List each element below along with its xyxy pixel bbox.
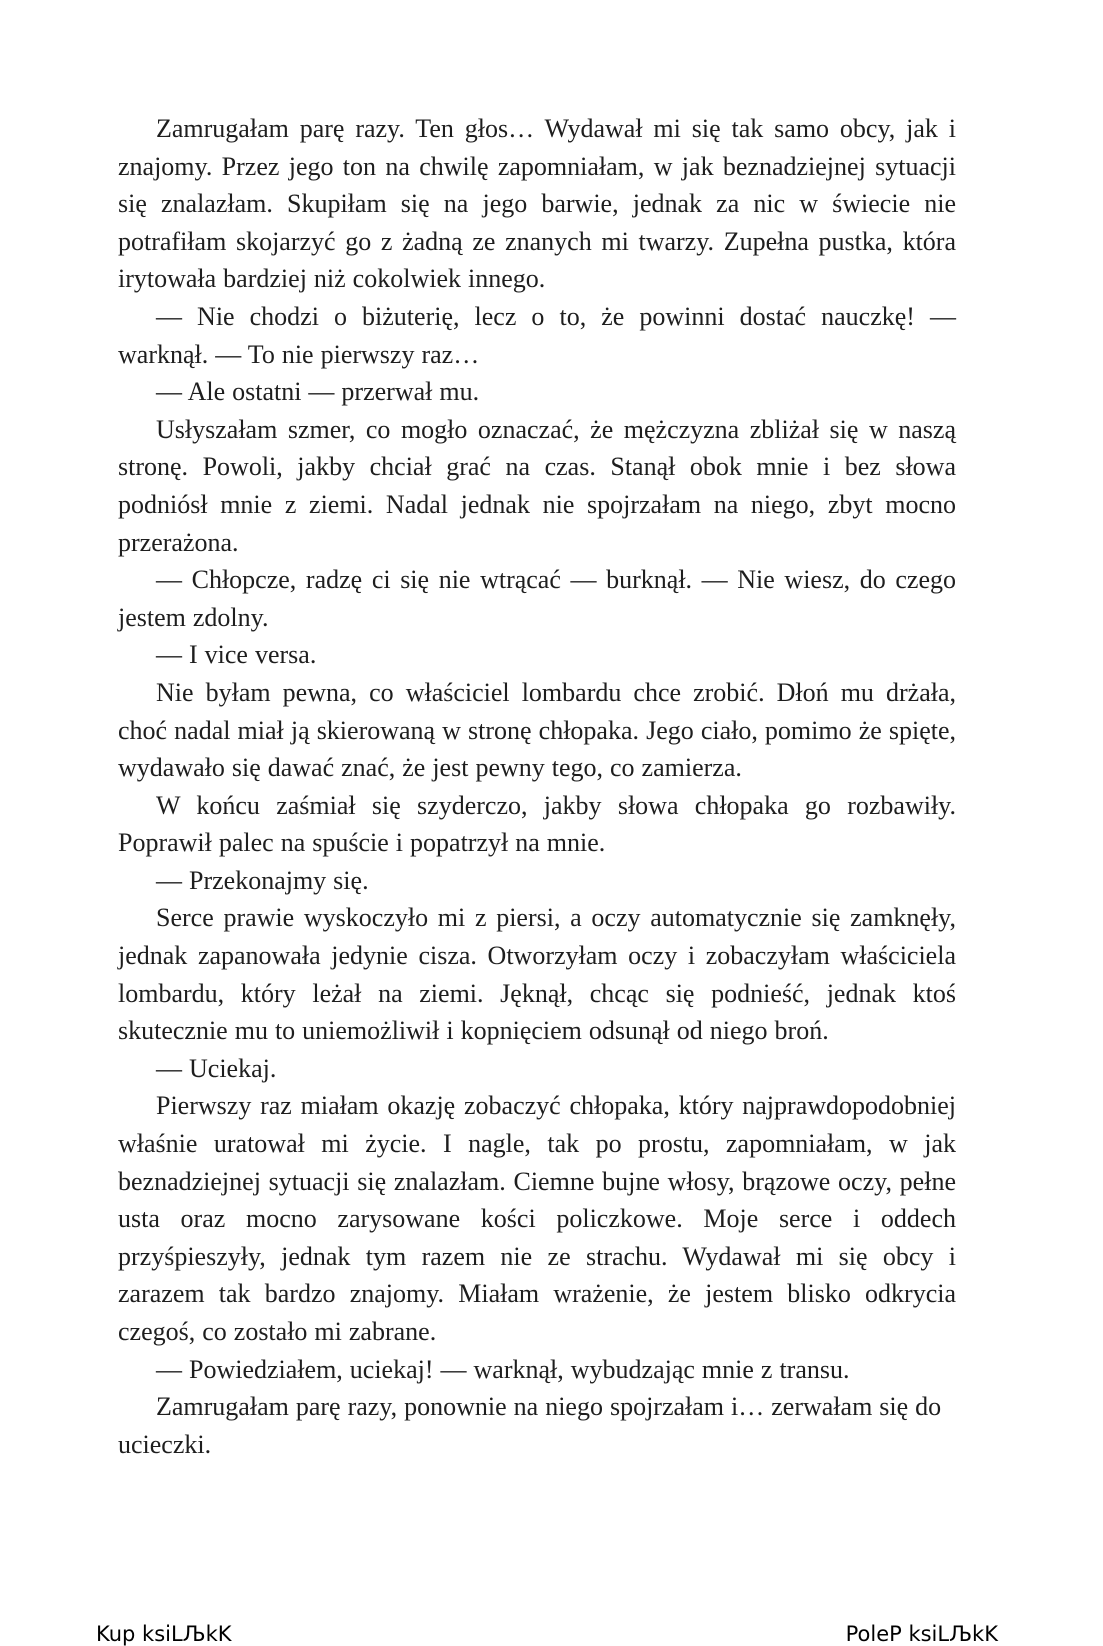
paragraph: Pierwszy raz miałam okazję zobaczyć chłopaka, który najprawdopodobniej właśnie uratował mi życie. I nagle, tak po prostu, zapomniałam, w jak beznadziejnej sytuacji się znalazłam. Ciemne bujne włosy, brązowe oczy, pełne usta oraz mocno zarysowane kości policzkowe. Moje serce i oddech przyśpieszyły, jednak tym razem nie ze strachu. Wydawał mi się obcy i zarazem tak bardzo znajomy. Miałam wrażenie, że jestem blisko odkrycia czegoś, co zostało mi zabrane. bbox=[118, 1091, 956, 1346]
paragraph: W końcu zaśmiał się szyderczo, jakby słowa chłopaka go rozbawiły. Poprawił palec na spuście i popatrzył na mnie. bbox=[118, 790, 956, 858]
page-body-text bbox=[118, 110, 956, 1463]
paragraph: — Przekonajmy się. bbox=[156, 865, 369, 895]
paragraph: Serce prawie wyskoczyło mi z piersi, a oczy automatycznie się zamknęły, jednak zapanowała jedynie cisza. Otworzyłam oczy i zobaczyłam właściciela lombardu, który leżał na ziemi. Jęknął, chcąc się podnieść, jednak ktoś skutecznie mu to uniemożliwił i kopnięciem odsunął od niego broń. bbox=[118, 903, 956, 1046]
paragraph: — I vice versa. bbox=[156, 640, 317, 670]
paragraph: — Nie chodzi o biżuterię, lecz o to, że powinni dostać nauczkę! — warknął. — To nie pierwszy raz… bbox=[118, 301, 956, 369]
paragraph: — Chłopcze, radzę ci się nie wtrącać — burknął. — Nie wiesz, do czego jestem zdolny. bbox=[118, 565, 956, 632]
buy-book-link[interactable]: Kup ksiLЉkK bbox=[96, 1622, 232, 1646]
paragraph: Nie byłam pewna, co właściciel lombardu chce zrobić. Dłoń mu drżała, choć nadal miał ją skierowaną w stronę chłopaka. Jego ciało, pomimo że spięte, wydawało się dawać znać, że jest pewny tego, co zamierza. bbox=[118, 677, 956, 783]
paragraph: — Uciekaj. bbox=[156, 1053, 277, 1083]
paragraph: Zamrugałam parę razy. Ten głos… Wydawał mi się tak samo obcy, jak i znajomy. Przez jego ton na chwilę zapomniałam, w jak beznadziejnej sytuacji się znalazłam. Skupiłam się na jego barwie, jednak za nic w świecie nie potrafiłam skojarzyć go z żadną ze znanych mi twarzy. Zupełna pustka, która irytowała bardziej niż cokolwiek innego. bbox=[118, 114, 956, 294]
paragraph: — Powiedziałem, uciekaj! — warknął, wybudzając mnie z transu. bbox=[156, 1354, 850, 1384]
paragraph: Usłyszałam szmer, co mogło oznaczać, że mężczyzna zbliżał się w naszą stronę. Powoli, jakby chciał grać na czas. Stanął obok mnie i bez słowa podniósł mnie z ziemi. Nadal jednak nie spojrzałam na niego, zbyt mocno przerażona. bbox=[118, 414, 956, 557]
paragraph: — Ale ostatni — przerwał mu. bbox=[156, 377, 480, 407]
paragraph: Zamrugałam parę razy, ponownie na niego spojrzałam i… zerwałam się do ucieczki. bbox=[118, 1392, 942, 1459]
recommend-book-link[interactable]: PoleP ksiLЉkK bbox=[845, 1622, 998, 1646]
